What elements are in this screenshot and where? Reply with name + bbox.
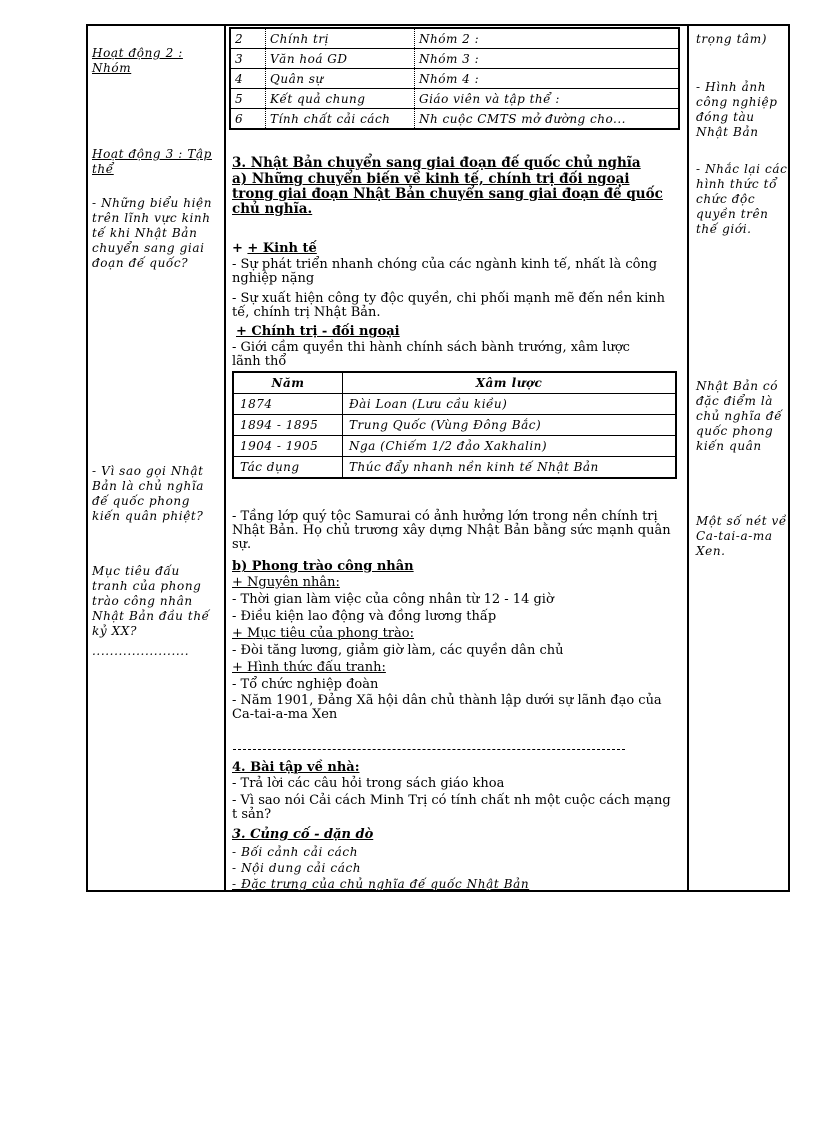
samurai-paragraph: - Tầng lớp quý tộc Samurai có ảnh hưởng lớn trong nền chính trị Nhật Bản. Họ chủ trương xây dựng Nhật Bản bằng sức mạnh quân sự. bbox=[232, 509, 671, 552]
invasion-year: 1874 bbox=[233, 394, 343, 415]
invasion-table-header bbox=[233, 372, 676, 394]
row-group: Nhóm 4 : bbox=[415, 69, 680, 89]
group-task-row bbox=[230, 69, 679, 89]
form-point-1: - Tổ chức nghiệp đoàn bbox=[232, 677, 379, 692]
homework-title: 4. Bài tập về nhà: bbox=[232, 760, 360, 775]
group-task-table bbox=[229, 27, 680, 130]
invasion-target: Trung Quốc (Vùng Đông Bắc) bbox=[343, 415, 677, 436]
row-topic: Kết quả chung bbox=[266, 89, 415, 109]
consolidation-title: 3. Củng cố - dặn dò bbox=[232, 827, 374, 842]
column-divider-right bbox=[687, 24, 689, 892]
row-group: Nhóm 2 : bbox=[415, 28, 680, 49]
cause-point-1: - Thời gian làm việc của công nhân từ 12 - 14 giờ bbox=[232, 592, 554, 607]
question-economy: - Những biểu hiện trên lĩnh vực kinh tế khi Nhật Bản chuyển sang giai đoạn đế quốc? bbox=[92, 196, 213, 270]
consolidation-point-3: - Đặc trưng của chủ nghĩa đế quốc Nhật Bản bbox=[232, 877, 530, 891]
row-number: 4 bbox=[230, 69, 266, 89]
group-task-row bbox=[230, 89, 679, 109]
invasion-year: Tác dụng bbox=[233, 457, 343, 479]
row-group: Giáo viên và tập thể : bbox=[415, 89, 680, 109]
row-group: Nh cuộc CMTS mở đường cho... bbox=[415, 109, 680, 130]
invasion-target: Thúc đẩy nhanh nền kinh tế Nhật Bản bbox=[343, 457, 677, 479]
section-b-title: b) Phong trào công nhân bbox=[232, 559, 414, 574]
header-invasion: Xâm lược bbox=[343, 372, 677, 394]
note-katayama: Một số nét về Ca-tai-a-ma Xen. bbox=[696, 514, 787, 558]
form-heading: + Hình thức đấu tranh: bbox=[232, 660, 386, 675]
group-task-row bbox=[230, 49, 679, 69]
note-japan-feature: Nhật Bản có đặc điểm là chủ nghĩa đế quốc phong kiến quân bbox=[696, 379, 783, 453]
politics-point-1: - Giới cầm quyền thi hành chính sách bành trướng, xâm lược lãnh thổ bbox=[232, 340, 630, 369]
cause-point-2: - Điều kiện lao động và đồng lương thấp bbox=[232, 609, 497, 624]
activity-3-label: Hoạt động 3 : Tập thể bbox=[92, 147, 212, 176]
group-task-row bbox=[230, 109, 679, 130]
invasion-row bbox=[233, 436, 676, 457]
row-group: Nhóm 3 : bbox=[415, 49, 680, 69]
form-point-2: - Năm 1901, Đảng Xã hội dân chủ thành lập dưới sự lãnh đạo của Ca-tai-a-ma Xen bbox=[232, 693, 662, 722]
politics-heading: + Chính trị - đối ngoại bbox=[236, 324, 400, 339]
note-trong-tam: trọng tâm) bbox=[696, 32, 768, 46]
cause-heading: + Nguyên nhân: bbox=[232, 575, 340, 590]
row-topic: Quân sự bbox=[266, 69, 415, 89]
question-imperialism: - Vì sao gọi Nhật Bản là chủ nghĩa đế quốc phong kiến quân phiệt? bbox=[92, 464, 205, 523]
economy-point-2: - Sự xuất hiện công ty độc quyền, chi phối mạnh mẽ đến nền kinh tế, chính trị Nhật Bản. bbox=[232, 291, 666, 320]
row-topic: Văn hoá GD bbox=[266, 49, 415, 69]
invasion-row bbox=[233, 394, 676, 415]
economy-point-1: - Sự phát triển nhanh chóng của các ngành kinh tế, nhất là công nghiệp nặng bbox=[232, 257, 658, 286]
goal-point-1: - Đòi tăng lương, giảm giờ làm, các quyền dân chủ bbox=[232, 643, 564, 658]
homework-point-2: - Vì sao nói Cải cách Minh Trị có tính chất nh một cuộc cách mạng t sản? bbox=[232, 793, 671, 822]
goal-heading: + Mục tiêu của phong trào: bbox=[232, 626, 414, 641]
row-number: 2 bbox=[230, 28, 266, 49]
column-divider-left bbox=[224, 24, 226, 892]
dotted-fill: ...................... bbox=[92, 644, 190, 658]
section-3-title: 3. Nhật Bản chuyển sang giai đoạn đế quốc chủ nghĩa bbox=[232, 155, 641, 171]
separator-dashed bbox=[233, 749, 625, 750]
section-3a-title: a) Những chuyển biến về kinh tế, chính trị đối ngoại trong giai đoạn Nhật Bản chuyển sang giai đoạn đế quốc chủ nghĩa. bbox=[232, 171, 663, 217]
invasion-row bbox=[233, 415, 676, 436]
group-task-row bbox=[230, 28, 679, 49]
homework-point-1: - Trả lời các câu hỏi trong sách giáo khoa bbox=[232, 776, 505, 791]
row-topic: Tính chất cải cách bbox=[266, 109, 415, 130]
consolidation-point-2: - Nội dung cải cách bbox=[232, 861, 362, 875]
note-shipbuilding-image: - Hình ảnh công nghiệp đóng tàu Nhật Bản bbox=[696, 80, 778, 139]
row-topic: Chính trị bbox=[266, 28, 415, 49]
consolidation-point-1: - Bối cảnh cải cách bbox=[232, 845, 359, 859]
invasion-target: Đài Loan (Lưu cầu kiều) bbox=[343, 394, 677, 415]
invasion-year: 1904 - 1905 bbox=[233, 436, 343, 457]
economy-heading-text: + Kinh tế bbox=[247, 241, 317, 256]
row-number: 5 bbox=[230, 89, 266, 109]
header-year: Năm bbox=[233, 372, 343, 394]
row-number: 6 bbox=[230, 109, 266, 130]
invasion-table bbox=[232, 371, 677, 479]
invasion-year: 1894 - 1895 bbox=[233, 415, 343, 436]
invasion-target: Nga (Chiếm 1/2 đảo Xakhalin) bbox=[343, 436, 677, 457]
activity-2-label: Hoạt động 2 : Nhóm bbox=[92, 46, 183, 75]
row-number: 3 bbox=[230, 49, 266, 69]
note-monopoly-forms: - Nhắc lại các hình thức tổ chức độc quyền trên thế giới. bbox=[696, 162, 788, 236]
economy-heading: + + Kinh tế bbox=[232, 241, 317, 256]
question-worker-goal: Mục tiêu đấu tranh của phong trào công nhân Nhật Bản đầu thế kỷ XX? bbox=[92, 564, 210, 638]
invasion-row bbox=[233, 457, 676, 479]
